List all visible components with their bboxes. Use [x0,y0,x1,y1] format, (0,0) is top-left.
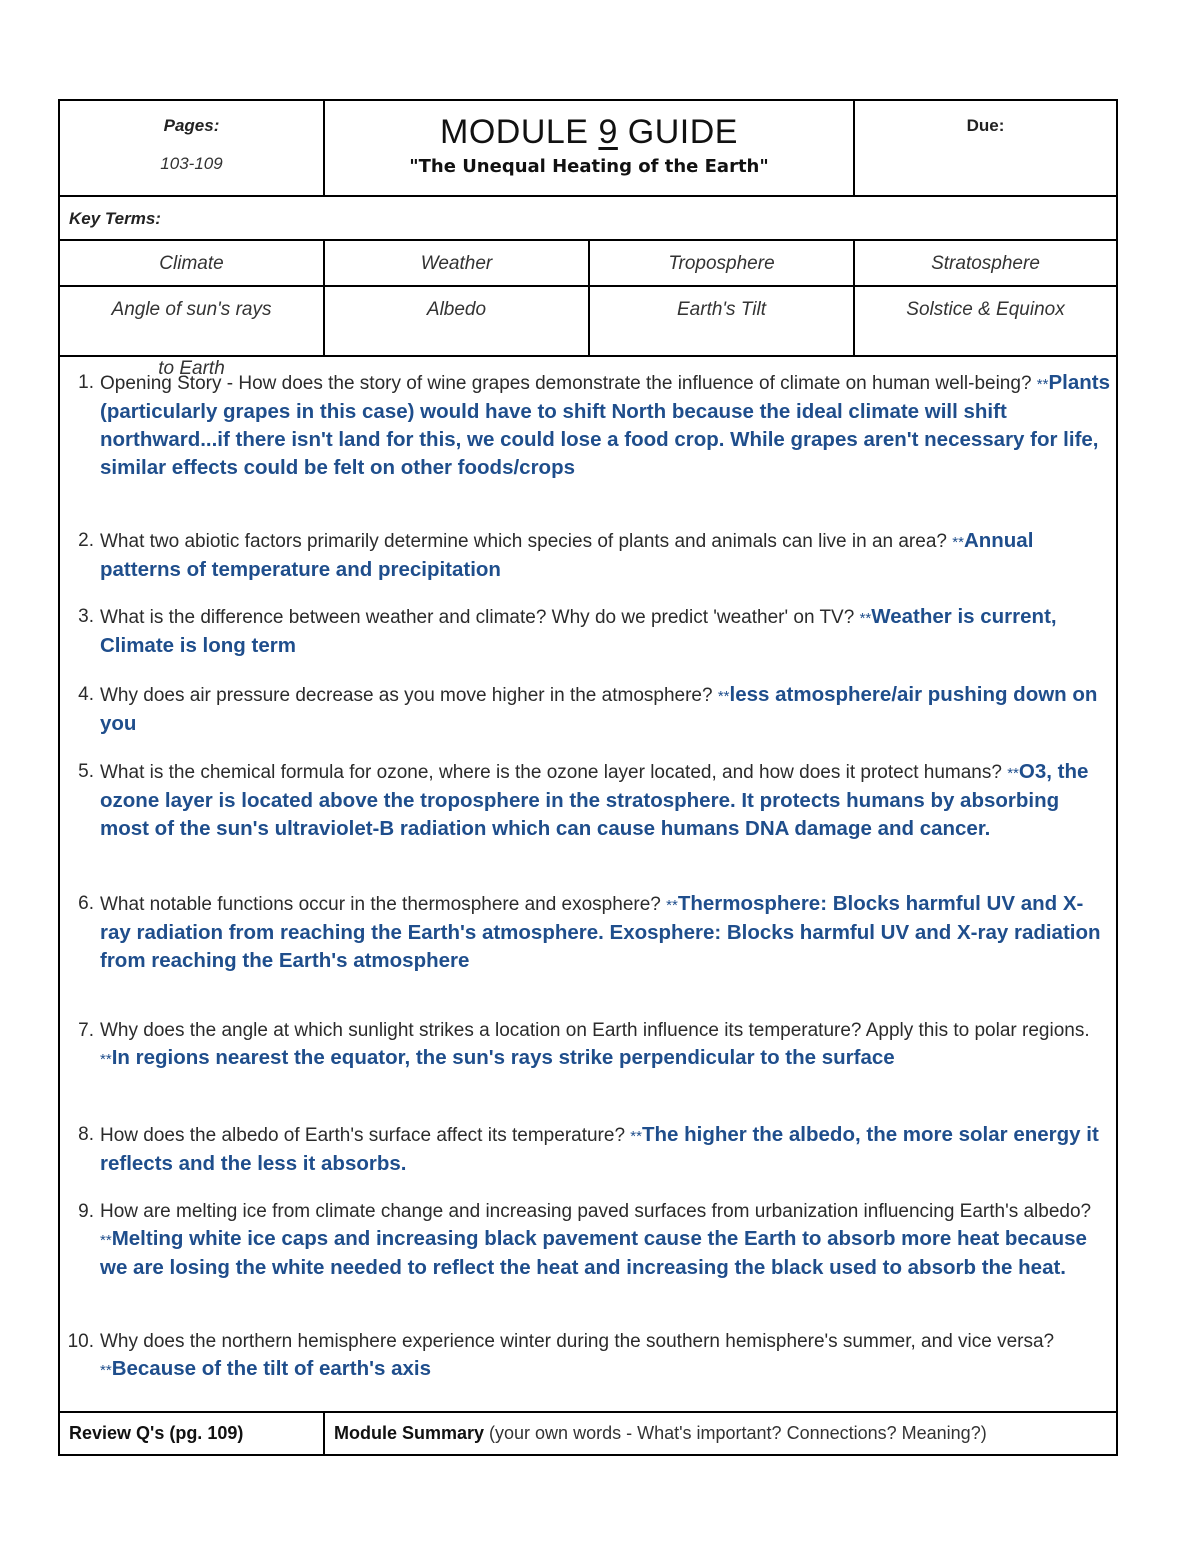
summary-label-group [334,1423,987,1444]
question-text: How does the albedo of Earth's surface affect its temperature? [100,1125,631,1146]
answer-text: less atmosphere/air pushing down on you [100,683,1098,735]
question-text: What notable functions occur in the thermosphere and exosphere? [100,894,667,915]
question-text: What is the difference between weather and climate? Why do we predict 'weather' on TV? [100,607,860,628]
answer-marker: ** [952,534,964,551]
pages-label: Pages: [163,116,220,135]
term-line: Angle of sun's rays [111,299,272,320]
question-item [78,369,1111,482]
term-earths-tilt: Earth's Tilt [677,299,766,320]
question-item [78,1121,1110,1178]
pages-cell [60,101,325,195]
question-number: 3. [78,606,94,627]
term-cell [855,287,1116,355]
page-subtitle: "The Unequal Heating of the Earth" [409,156,769,177]
question-text: Why does air pressure decrease as you move higher in the atmosphere? [100,685,718,706]
term-stratosphere: Stratosphere [931,253,1040,274]
term-solstice-equinox: Solstice & Equinox [906,299,1065,320]
terms-row-1 [60,241,1116,287]
question-text: Why does the northern hemisphere experience winter during the southern hemisphere's summer, and vice versa? [100,1331,1055,1352]
term-albedo: Albedo [426,299,487,320]
question-item [78,1198,1110,1282]
review-cell [60,1413,325,1456]
term-line: to Earth [158,358,225,379]
question-number: 10. [67,1331,94,1352]
term-cell [855,241,1116,285]
due-cell [855,101,1116,195]
answer-marker: ** [1007,765,1019,782]
answer-text: In regions nearest the equator, the sun's rays strike perpendicular to the surface [111,1046,895,1069]
answer-marker: ** [100,1232,112,1249]
question-item [78,758,1110,843]
question-text: What is the chemical formula for ozone, where is the ozone layer located, and how does it protect humans? [100,762,1008,783]
review-label: Review Q's (pg. 109) [69,1423,244,1443]
terms-row-2 [60,287,1116,379]
question-item [78,1017,1110,1073]
module-guide-sheet [58,99,1118,1456]
term-cell [325,287,590,355]
question-number: 6. [78,893,94,914]
term-cell [325,241,590,285]
summary-cell [325,1413,1116,1456]
pages-value: 103-109 [160,154,223,173]
due-label: Due: [966,116,1005,135]
question-item [78,681,1110,738]
question-item [78,890,1110,975]
answer-marker: ** [1036,376,1049,393]
summary-hint: (your own words - What's important? Connections? Meaning?) [484,1423,987,1443]
footer-row [60,1413,1116,1456]
term-climate: Climate [159,253,224,274]
question-text: Why does the angle at which sunlight strikes a location on Earth influence its temperature? Apply this to polar regions. [100,1020,1090,1041]
question-text: What two abiotic factors primarily determine which species of plants and animals can live in an area? [100,531,953,552]
question-item [67,1328,1110,1384]
answer-text: Plants (particularly grapes in this case) would have to shift North because the ideal climate will shift northward...if there isn't land for this, we could lose a food crop. While grapes aren't necessary for life, similar effects could be felt on other foods/crops [100,371,1111,479]
answer-marker: ** [630,1128,642,1145]
term-cell [590,287,855,355]
answer-text: O3, the ozone layer is located above the troposphere in the stratosphere. It protects humans by absorbing most of the sun's ultraviolet-B radiation which can cause humans DNA damage and cancer. [100,760,1089,840]
title-cell [325,101,855,195]
key-terms-label: Key Terms: [69,209,161,228]
title-prefix: MODULE [440,113,599,151]
questions-section [60,357,1116,1413]
question-number: 4. [78,684,94,705]
answer-text: The higher the albedo, the more solar energy it reflects and the less it absorbs. [100,1123,1099,1175]
key-terms-row [60,197,1116,241]
answer-marker: ** [859,610,872,627]
answer-marker: ** [100,1051,112,1068]
question-number: 9. [78,1201,94,1222]
answer-text: Because of the tilt of earth's axis [111,1357,431,1380]
summary-label: Module Summary [334,1423,485,1443]
term-troposphere: Troposphere [668,253,775,274]
answer-text: Annual patterns of temperature and precipitation [100,529,1034,581]
title-suffix: GUIDE [617,113,738,151]
answer-text: Melting white ice caps and increasing black pavement cause the Earth to absorb more heat because we are losing the white needed to reflect the heat and increasing the black used to absorb the heat. [100,1227,1087,1279]
term-cell [60,241,325,285]
header-row [60,101,1116,197]
question-number: 2. [78,530,94,551]
question-number: 1. [78,372,94,393]
answer-text: Weather is current, Climate is long term [100,605,1057,657]
question-item [78,527,1110,584]
module-number: 9 [598,113,618,151]
answer-marker: ** [100,1362,112,1379]
question-text: How are melting ice from climate change and increasing paved surfaces from urbanization influencing Earth's albedo? [100,1201,1092,1222]
question-item [78,603,1110,660]
term-cell [60,287,325,379]
answer-marker: ** [717,688,730,705]
question-number: 8. [78,1124,94,1145]
question-text: Opening Story - How does the story of wine grapes demonstrate the influence of climate on human well-being? [100,373,1037,394]
answer-marker: ** [666,897,678,914]
term-weather: Weather [420,253,493,274]
page-title [325,113,853,152]
question-number: 5. [78,761,94,782]
question-number: 7. [78,1020,94,1041]
answer-text: Thermosphere: Blocks harmful UV and X-ray radiation from reaching the Earth's atmosphere. Exosphere: Blocks harmful UV and X-ray radiation from reaching the Earth's atmosphere [100,892,1101,972]
term-cell [590,241,855,285]
